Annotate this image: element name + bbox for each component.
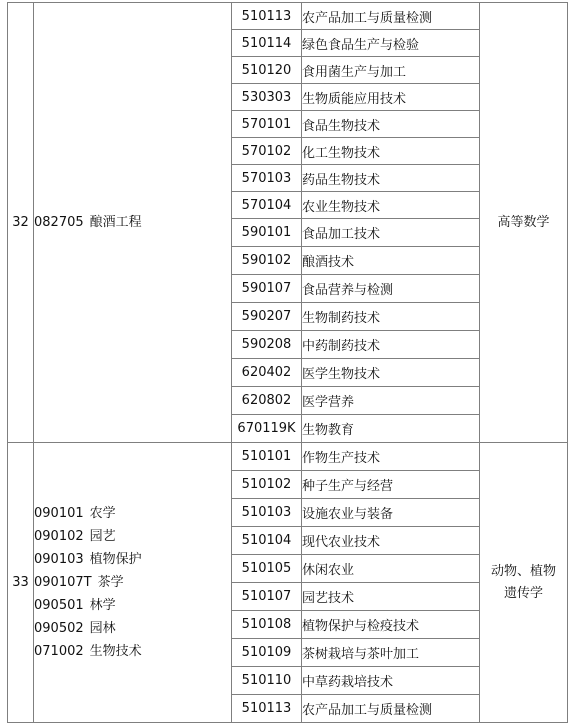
vocational-major-code: 590207 — [232, 303, 302, 331]
vocational-major-name: 医学生物技术 — [302, 359, 480, 387]
undergrad-major-cell — [34, 3, 232, 443]
vocational-major-name: 作物生产技术 — [302, 443, 480, 471]
vocational-major-code: 590102 — [232, 247, 302, 275]
undergrad-major-item — [34, 640, 231, 663]
undergrad-major-name: 园艺 — [89, 529, 116, 544]
undergrad-major-item — [34, 502, 231, 525]
vocational-major-code: 570101 — [232, 111, 302, 138]
vocational-major-name: 生物质能应用技术 — [302, 84, 480, 111]
vocational-major-name: 药品生物技术 — [302, 165, 480, 192]
vocational-major-name: 种子生产与经营 — [302, 471, 480, 499]
vocational-major-name: 中草药栽培技术 — [302, 667, 480, 695]
table-body — [8, 3, 568, 723]
undergrad-major-item — [34, 571, 231, 594]
vocational-major-code: 510104 — [232, 527, 302, 555]
vocational-major-code: 670119K — [232, 415, 302, 443]
undergrad-major-code: 082705 — [34, 215, 84, 230]
vocational-major-name: 设施农业与装备 — [302, 499, 480, 527]
vocational-major-code: 530303 — [232, 84, 302, 111]
vocational-major-code: 570103 — [232, 165, 302, 192]
exam-course-cell — [480, 443, 568, 723]
vocational-major-code: 510102 — [232, 471, 302, 499]
vocational-major-name: 农产品加工与质量检测 — [302, 3, 480, 30]
undergrad-major-name: 农学 — [89, 506, 116, 521]
undergrad-major-item — [34, 548, 231, 571]
table-row — [8, 3, 568, 30]
vocational-major-name: 食用菌生产与加工 — [302, 57, 480, 84]
exam-course-line: 高等数学 — [497, 214, 550, 230]
vocational-major-code: 620402 — [232, 359, 302, 387]
vocational-major-name: 生物教育 — [302, 415, 480, 443]
vocational-major-name: 食品生物技术 — [302, 111, 480, 138]
undergrad-major-item — [34, 211, 231, 234]
vocational-major-name: 酿酒技术 — [302, 247, 480, 275]
vocational-major-name: 生物制药技术 — [302, 303, 480, 331]
undergrad-major-cell — [34, 443, 232, 723]
vocational-major-name: 中药制药技术 — [302, 331, 480, 359]
vocational-major-code: 570102 — [232, 138, 302, 165]
undergrad-major-name: 生物技术 — [89, 644, 142, 659]
vocational-major-name: 农产品加工与质量检测 — [302, 695, 480, 723]
undergrad-major-name: 植物保护 — [89, 552, 142, 567]
undergrad-major-name: 林学 — [89, 598, 116, 613]
vocational-major-name: 现代农业技术 — [302, 527, 480, 555]
exam-course-cell — [480, 3, 568, 443]
major-mapping-table — [7, 2, 568, 723]
undergrad-major-code: 090107T — [34, 575, 92, 590]
undergrad-major-item — [34, 617, 231, 640]
vocational-major-code: 510114 — [232, 30, 302, 57]
vocational-major-code: 510108 — [232, 611, 302, 639]
vocational-major-name: 农业生物技术 — [302, 192, 480, 219]
undergrad-major-name: 酿酒工程 — [89, 215, 142, 230]
vocational-major-code: 510101 — [232, 443, 302, 471]
undergrad-major-code: 090502 — [34, 621, 84, 636]
table-row — [8, 443, 568, 471]
vocational-major-code: 510107 — [232, 583, 302, 611]
undergrad-major-name: 园林 — [89, 621, 116, 636]
vocational-major-name: 食品加工技术 — [302, 219, 480, 247]
vocational-major-name: 食品营养与检测 — [302, 275, 480, 303]
vocational-major-name: 医学营养 — [302, 387, 480, 415]
vocational-major-name: 茶树栽培与茶叶加工 — [302, 639, 480, 667]
vocational-major-code: 510103 — [232, 499, 302, 527]
vocational-major-name: 园艺技术 — [302, 583, 480, 611]
vocational-major-code: 620802 — [232, 387, 302, 415]
undergrad-major-item — [34, 525, 231, 548]
vocational-major-code: 510113 — [232, 3, 302, 30]
vocational-major-name: 植物保护与检疫技术 — [302, 611, 480, 639]
vocational-major-code: 510113 — [232, 695, 302, 723]
vocational-major-name: 化工生物技术 — [302, 138, 480, 165]
undergrad-major-code: 071002 — [34, 644, 84, 659]
undergrad-major-name: 茶学 — [97, 575, 124, 590]
vocational-major-code: 510120 — [232, 57, 302, 84]
row-number: 33 — [8, 443, 34, 723]
vocational-major-name: 绿色食品生产与检验 — [302, 30, 480, 57]
vocational-major-code: 510110 — [232, 667, 302, 695]
vocational-major-name: 休闲农业 — [302, 555, 480, 583]
undergrad-major-code: 090103 — [34, 552, 84, 567]
vocational-major-code: 510109 — [232, 639, 302, 667]
vocational-major-code: 590101 — [232, 219, 302, 247]
exam-course-line: 动物、植物 — [490, 563, 556, 579]
row-number: 32 — [8, 3, 34, 443]
undergrad-major-item — [34, 594, 231, 617]
vocational-major-code: 570104 — [232, 192, 302, 219]
vocational-major-code: 510105 — [232, 555, 302, 583]
undergrad-major-code: 090102 — [34, 529, 84, 544]
exam-course-line: 遗传学 — [503, 585, 543, 601]
undergrad-major-code: 090501 — [34, 598, 84, 613]
vocational-major-code: 590208 — [232, 331, 302, 359]
vocational-major-code: 590107 — [232, 275, 302, 303]
undergrad-major-code: 090101 — [34, 506, 84, 521]
